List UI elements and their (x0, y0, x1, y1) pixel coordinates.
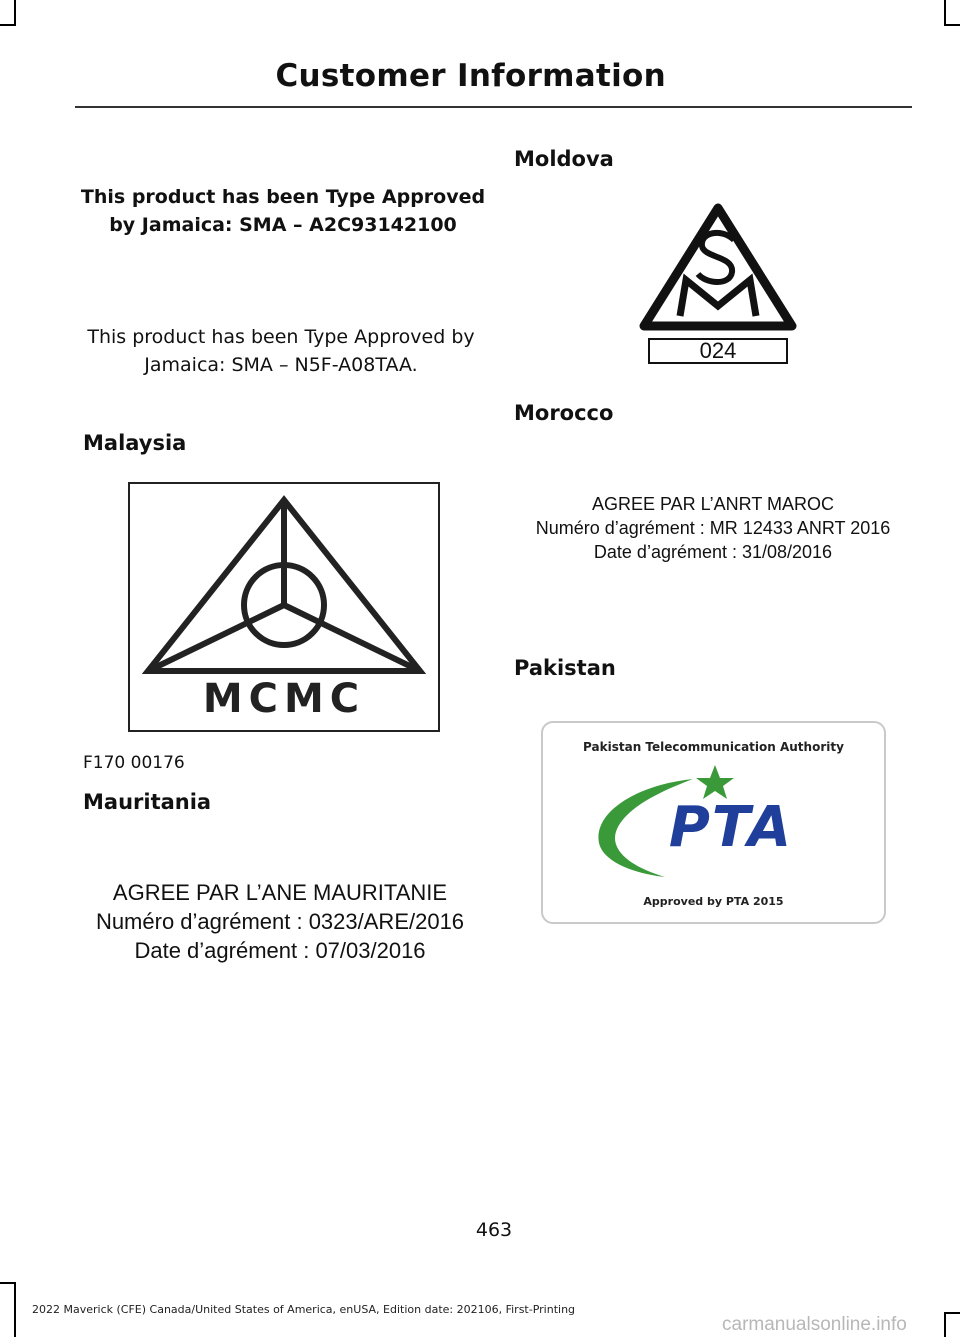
pta-logo-figure (541, 721, 886, 924)
crop-mark-bottom-left-v (14, 1282, 16, 1337)
moldova-mark-number: 024 (699, 338, 737, 363)
crop-mark-bottom-left-h (0, 1282, 16, 1284)
morocco-line-2: Numéro d’agrément : MR 12433 ANRT 2016 (535, 518, 891, 538)
mcmc-logo-figure (128, 482, 440, 732)
pta-authority-text: Pakistan Telecommunication Authority (583, 740, 844, 754)
pta-year: 2015 (752, 895, 784, 908)
pta-approved-text: Approved by PTA (643, 895, 750, 908)
jamaica-bold-line-1: This product has been Type Approved (80, 186, 486, 208)
malaysia-figure-code: F170 00176 (83, 753, 185, 773)
morocco-heading: Morocco (514, 401, 614, 425)
pta-approved-line (543, 895, 884, 908)
pakistan-heading: Pakistan (514, 656, 616, 680)
edition-footer: 2022 Maverick (CFE) Canada/United States of America, enUSA, Edition date: 202106, First-Printing (32, 1303, 576, 1316)
jamaica-regular-line-1: This product has been Type Approved by (87, 326, 475, 348)
page-title: Customer Information (275, 58, 666, 94)
crop-mark-top-right-h (944, 24, 960, 26)
crop-mark-top-left-h (0, 24, 16, 26)
crop-mark-bottom-right-v (944, 1312, 946, 1337)
crop-mark-top-right-v (944, 0, 946, 25)
crop-mark-top-left-v (14, 0, 16, 25)
page-number: 463 (475, 1219, 513, 1241)
morocco-line-1: AGREE PAR L’ANRT MAROC (591, 494, 835, 514)
mauritania-line-1: AGREE PAR L’ANE MAURITANIE (112, 880, 448, 905)
moldova-mark-number-box (648, 338, 788, 364)
moldova-sm-mark (636, 198, 800, 370)
sm-triangle-icon (636, 198, 800, 333)
jamaica-regular-line-2: Jamaica: SMA – N5F-A08TAA. (144, 354, 418, 376)
morocco-approval-block (512, 492, 914, 564)
moldova-heading: Moldova (514, 147, 614, 171)
mauritania-line-2: Numéro d’agrément : 0323/ARE/2016 (95, 909, 465, 934)
site-watermark: carmanualsonline.info (722, 1314, 907, 1335)
jamaica-approval-bold (80, 183, 486, 239)
mauritania-line-3: Date d’agrément : 07/03/2016 (134, 938, 426, 963)
crop-mark-bottom-right-h (944, 1312, 960, 1314)
jamaica-approval-regular (80, 323, 482, 379)
mauritania-approval-block (78, 878, 482, 965)
morocco-line-3: Date d’agrément : 31/08/2016 (593, 542, 833, 562)
mcmc-logo-text: MCMC (202, 676, 366, 722)
mauritania-heading: Mauritania (83, 790, 212, 814)
jamaica-bold-line-2: by Jamaica: SMA – A2C93142100 (109, 214, 457, 236)
header-divider (75, 106, 912, 108)
pta-logo-text: PTA (668, 795, 794, 860)
malaysia-heading: Malaysia (83, 431, 187, 455)
